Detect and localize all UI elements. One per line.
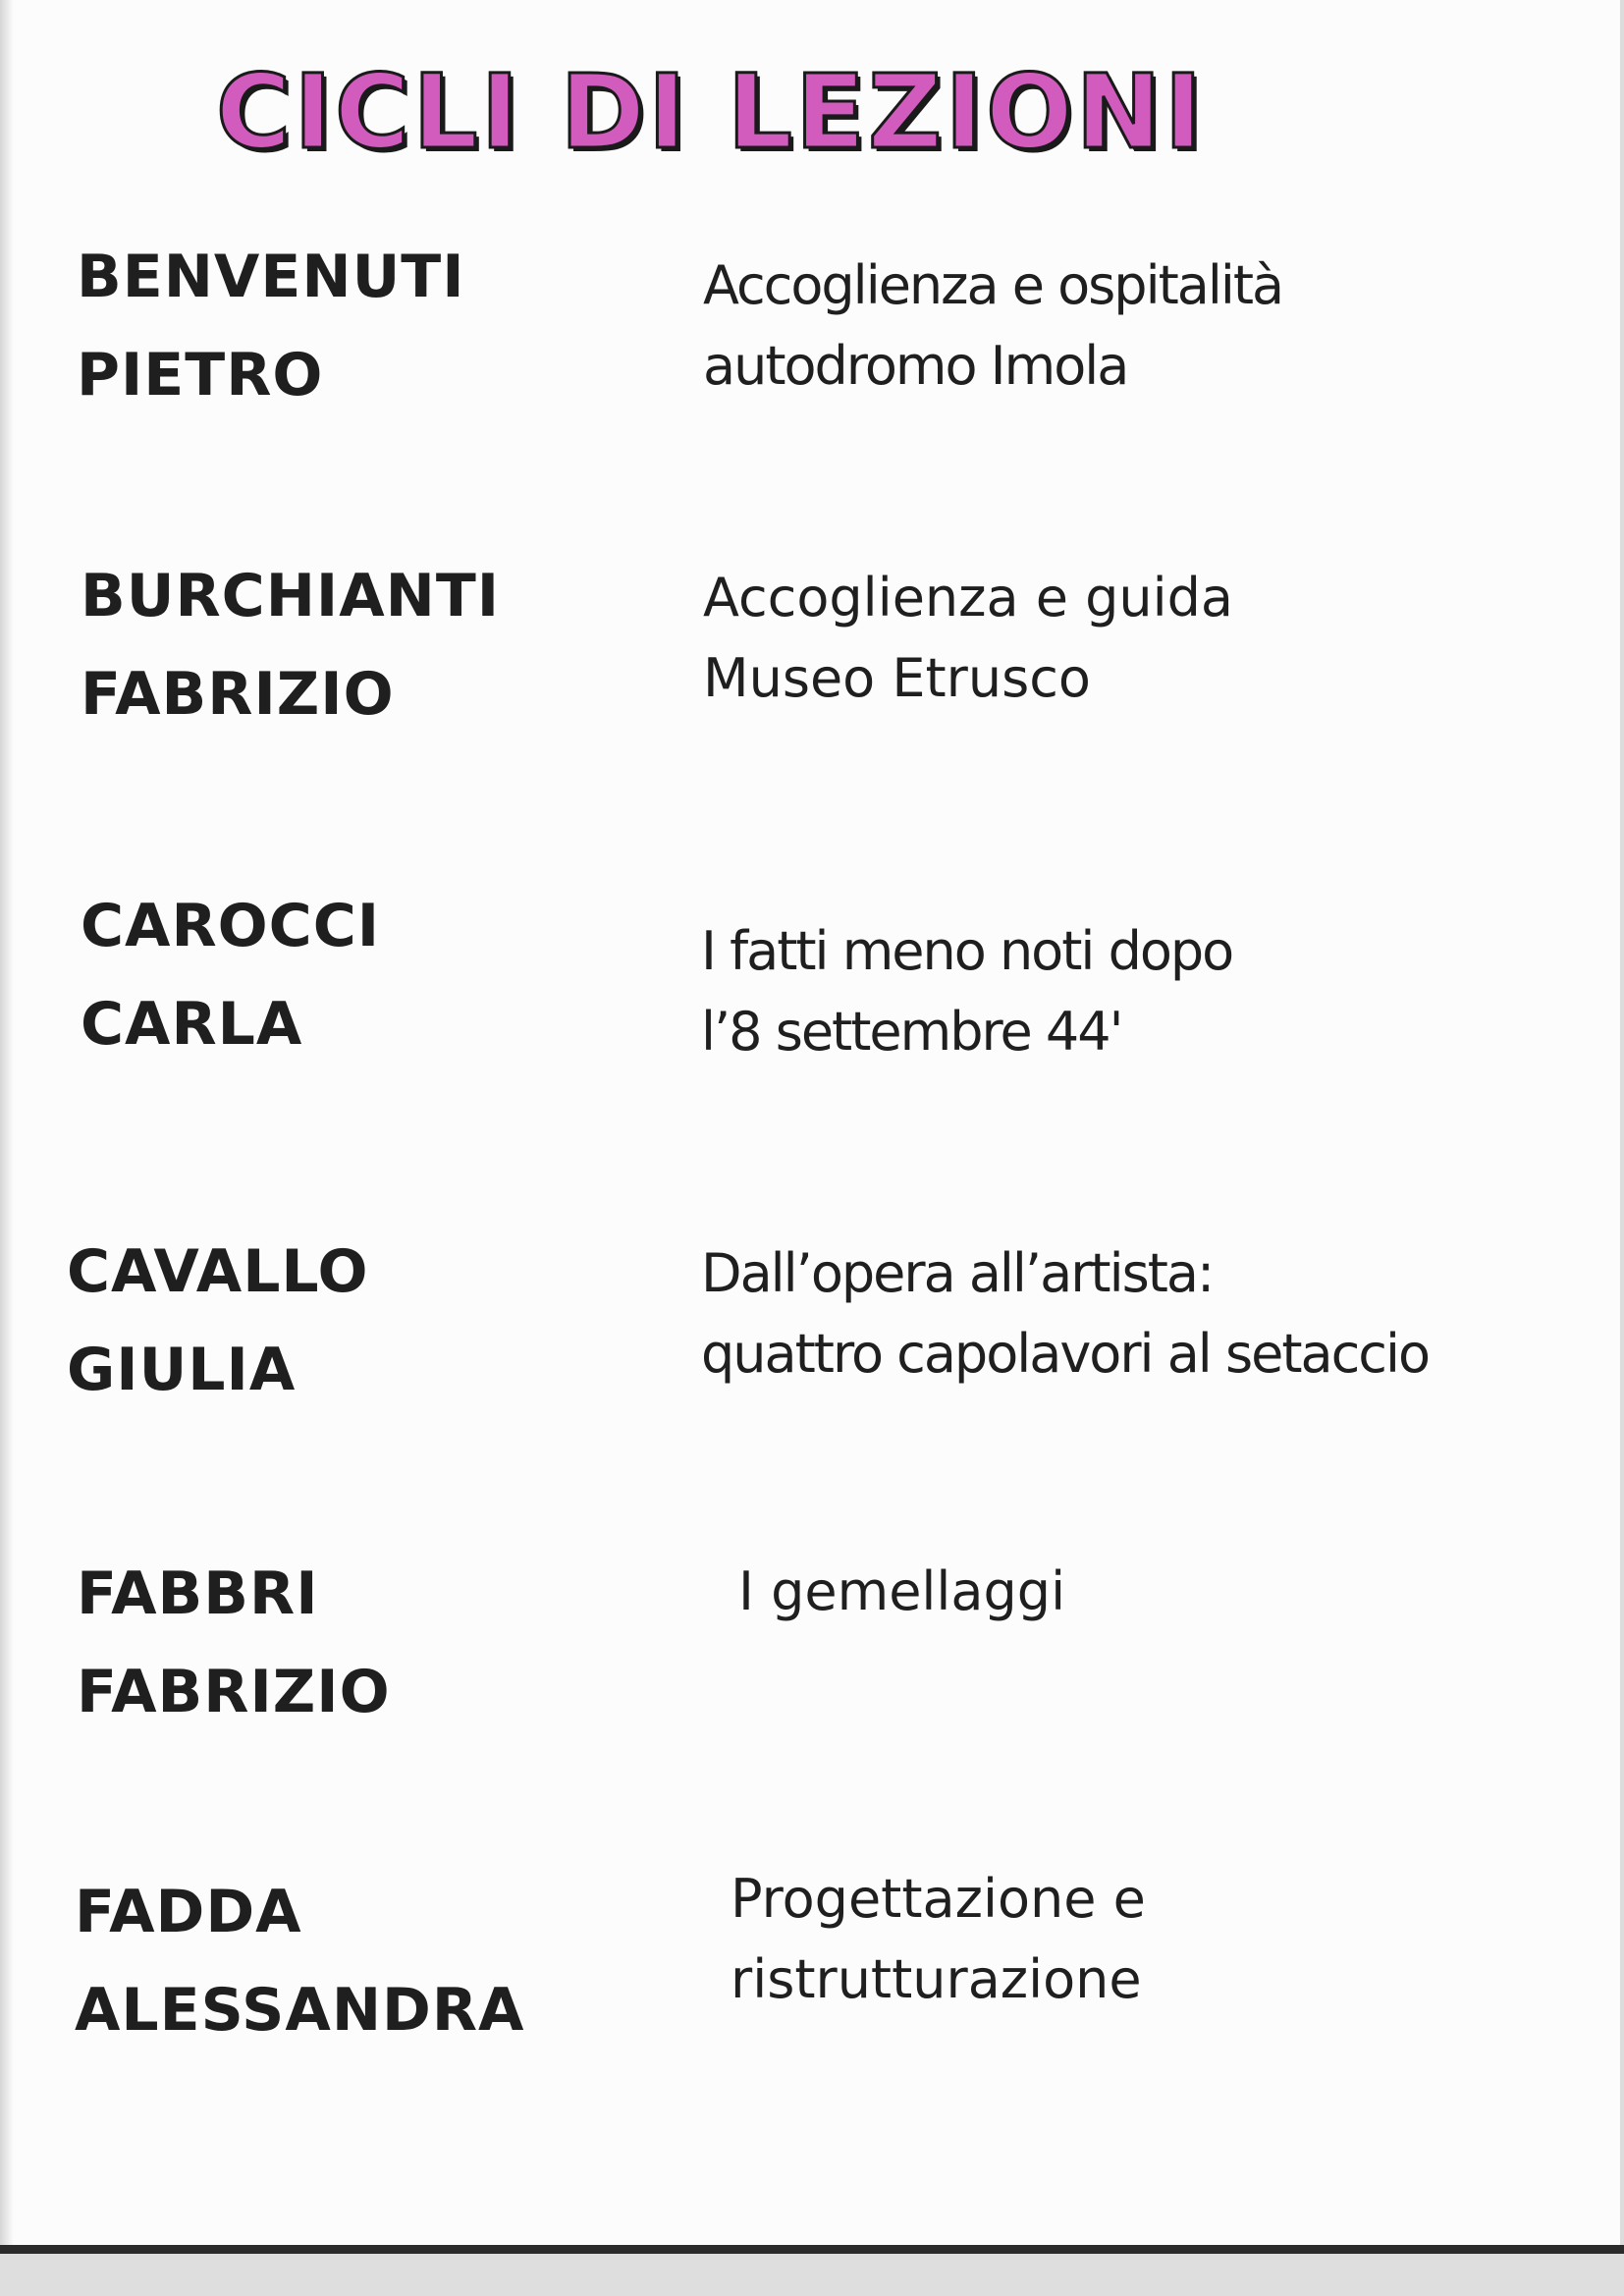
lecture-topic [731, 1859, 1146, 2020]
lecturer-surname: BURCHIANTI [81, 562, 501, 630]
lecturer-name [75, 1863, 524, 2059]
lecturer-first-name: CARLA [81, 990, 303, 1059]
lecturer-surname: FABBRI [77, 1559, 319, 1628]
lecture-topic-line: Progettazione e [731, 1868, 1146, 1930]
lecture-topic [703, 558, 1233, 719]
lecturer-name [81, 547, 500, 743]
lecture-topic-line: Accoglienza e ospitalità [703, 254, 1283, 316]
lecture-topic-line: l’8 settembre 44' [701, 1001, 1122, 1063]
lecture-topic [701, 911, 1232, 1072]
lecture-topic-line: I gemellaggi [738, 1560, 1066, 1622]
lecture-topic-line: I fatti meno noti dopo [701, 920, 1233, 982]
lecture-topic-line: autodromo Imola [703, 335, 1128, 397]
lecture-topic [738, 1552, 1065, 1632]
lecturer-name [77, 1545, 391, 1741]
lecture-topic [703, 246, 1282, 407]
lecturer-surname: CAVALLO [67, 1237, 369, 1306]
lecture-topic-line: ristrutturazione [731, 1948, 1142, 2010]
lecturer-first-name: PIETRO [77, 341, 324, 410]
lecturer-surname: CAROCCI [81, 892, 381, 960]
lecture-topic-line: Museo Etrusco [703, 647, 1091, 709]
lecture-topic-line: Dall’opera all’artista: [701, 1242, 1214, 1304]
lecturer-name [67, 1223, 369, 1419]
lecturer-first-name: GIULIA [67, 1336, 297, 1404]
page-bottom-edge [0, 2245, 1624, 2254]
lecturer-first-name: ALESSANDRA [75, 1976, 525, 2045]
lecturer-first-name: FABRIZIO [77, 1658, 391, 1726]
lecturer-first-name: FABRIZIO [81, 660, 395, 729]
lecture-topic [701, 1233, 1429, 1394]
page-title: CICLI DI LEZIONI [216, 52, 1206, 172]
lecturer-surname: FADDA [75, 1878, 302, 1946]
page-edge-shadow [0, 0, 14, 2249]
lecturer-name [77, 228, 465, 424]
lecturer-surname: BENVENUTI [77, 243, 465, 311]
scan-background [0, 2254, 1624, 2296]
lecturer-name [81, 877, 380, 1073]
lecture-topic-line: Accoglienza e guida [703, 567, 1233, 629]
lecture-topic-line: quattro capolavori al setaccio [701, 1323, 1430, 1385]
